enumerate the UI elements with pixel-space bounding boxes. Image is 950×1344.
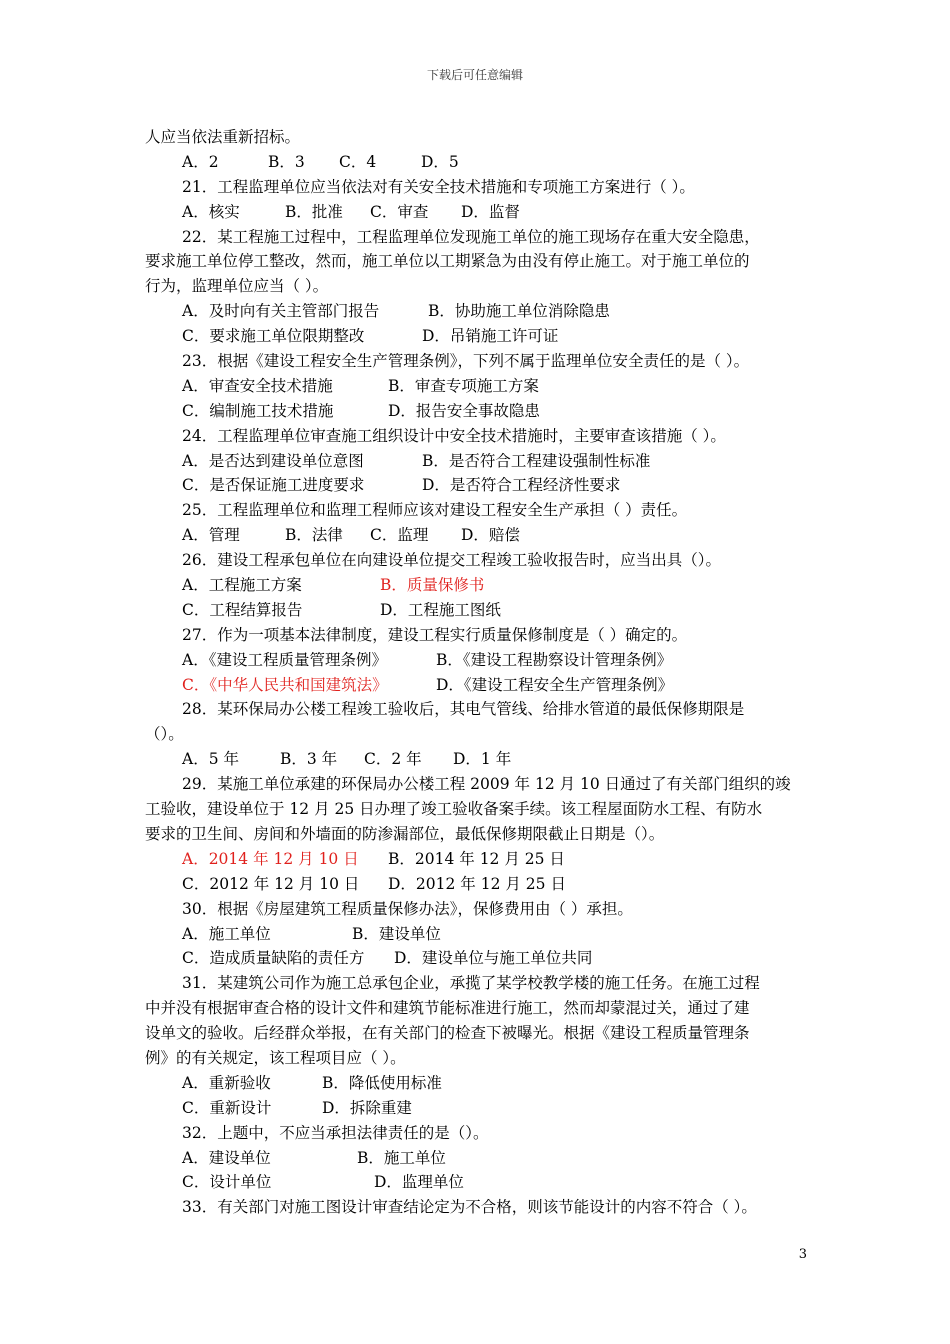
text-line: （）。 <box>145 725 184 744</box>
text-line: 22．某工程施工过程中，工程监理单位发现施工单位的施工现场存在重大安全隐患， <box>182 227 760 246</box>
answer-option: A．2014 年 12 月 10 日 <box>182 849 359 868</box>
answer-options-row <box>145 847 810 872</box>
text-line: 29．某施工单位承建的环保局办公楼工程 2009 年 12 月 10 日通过了有关部门组织的竣 <box>182 775 791 794</box>
answer-option: A．是否达到建设单位意图 <box>182 451 364 470</box>
text-line: 21．工程监理单位应当依法对有关安全技术措施和专项施工方案进行（ ）。 <box>182 177 695 196</box>
answer-option: A．审查安全技术措施 <box>182 376 333 395</box>
answer-options-row <box>145 200 810 225</box>
answer-option: D．建设单位与施工单位共同 <box>394 949 593 968</box>
answer-option: B．质量保修书 <box>380 576 485 595</box>
answer-options-row <box>145 399 810 424</box>
text-line: 工验收，建设单位于 12 月 25 日办理了竣工验收备案手续。该工程屋面防水工程、有防水 <box>145 800 763 819</box>
answer-option: D．是否符合工程经济性要求 <box>422 476 621 495</box>
answer-options-row <box>145 1146 810 1171</box>
answer-option: D．工程施工图纸 <box>380 600 501 619</box>
answer-option: B．《建设工程勘察设计管理条例》 <box>436 650 673 669</box>
answer-option: B．批准 <box>285 202 343 221</box>
answer-option: D．5 <box>421 152 459 171</box>
answer-options-row <box>145 872 810 897</box>
answer-options-row <box>145 573 810 598</box>
answer-options-row <box>145 523 810 548</box>
answer-option: A．工程施工方案 <box>182 576 302 595</box>
text-line: 28．某环保局办公楼工程竣工验收后，其电气管线、给排水管道的最低保修期限是 <box>182 700 745 719</box>
text-line: 例》的有关规定，该工程项目应（ ）。 <box>145 1048 406 1067</box>
answer-option: C．编制施工技术措施 <box>182 401 334 420</box>
answer-options-row <box>145 922 810 947</box>
answer-option: A．及时向有关主管部门报告 <box>182 302 380 321</box>
answer-option: C．审查 <box>370 202 429 221</box>
answer-option: B．协助施工单位消除隐患 <box>428 302 610 321</box>
answer-options-row <box>145 1096 810 1121</box>
text-line: 行为，监理单位应当（ ）。 <box>145 277 329 296</box>
answer-option: D．拆除重建 <box>322 1098 412 1117</box>
answer-option: C．4 <box>339 152 377 171</box>
answer-option: C．设计单位 <box>182 1173 272 1192</box>
answer-option: A．建设单位 <box>182 1148 271 1167</box>
answer-option: D．监理单位 <box>374 1173 464 1192</box>
answer-option: C．2 年 <box>364 750 422 769</box>
answer-option: D．《建设工程安全生产管理条例》 <box>436 675 674 694</box>
answer-option: B．2014 年 12 月 25 日 <box>388 849 565 868</box>
answer-options-row <box>145 324 810 349</box>
answer-option: B．是否符合工程建设强制性标准 <box>422 451 651 470</box>
text-line: 32．上题中，不应当承担法律责任的是（）。 <box>182 1123 489 1142</box>
text-line: 要求的卫生间、房间和外墙面的防渗漏部位，最低保修期限截止日期是（）。 <box>145 824 665 843</box>
text-line: 30．根据《房屋建筑工程质量保修办法》，保修费用由（ ）承担。 <box>182 899 633 918</box>
answer-option: D．监督 <box>461 202 520 221</box>
answer-option: D．2012 年 12 月 25 日 <box>388 874 566 893</box>
answer-option: A．施工单位 <box>182 924 271 943</box>
answer-options-row <box>145 673 810 698</box>
answer-option: A．管理 <box>182 526 240 545</box>
page-header: 下载后可任意编辑 <box>426 68 523 82</box>
answer-option: B．3 <box>268 152 305 171</box>
answer-option: D．吊销施工许可证 <box>422 327 559 346</box>
text-line: 33．有关部门对施工图设计审查结论定为不合格，则该节能设计的内容不符合（ ）。 <box>182 1198 757 1217</box>
answer-options-row <box>145 473 810 498</box>
answer-option: D．报告安全事故隐患 <box>388 401 540 420</box>
text-line: 26．建设工程承包单位在向建设单位提交工程竣工验收报告时，应当出具（）。 <box>182 551 721 570</box>
answer-options-row <box>145 449 810 474</box>
answer-option: C．工程结算报告 <box>182 600 303 619</box>
answer-option: B．审查专项施工方案 <box>388 376 539 395</box>
text-line: 23．根据《建设工程安全生产管理条例》，下列不属于监理单位安全责任的是（ ）。 <box>182 352 750 371</box>
answer-option: B．3 年 <box>280 750 338 769</box>
answer-option: C．《中华人民共和国建筑法》 <box>182 675 388 694</box>
answer-option: B．建设单位 <box>352 924 441 943</box>
answer-option: A．2 <box>182 152 219 171</box>
text-line: 要求施工单位停工整改，然而，施工单位以工期紧急为由没有停止施工。对于施工单位的 <box>145 252 750 271</box>
answer-option: C．监理 <box>370 526 429 545</box>
answer-option: A．5 年 <box>182 750 239 769</box>
answer-options-row <box>145 598 810 623</box>
text-line: 27．作为一项基本法律制度，建设工程实行质量保修制度是（ ）确定的。 <box>182 625 688 644</box>
answer-options-row <box>145 1071 810 1096</box>
answer-option: A．重新验收 <box>182 1073 271 1092</box>
answer-option: B．降低使用标准 <box>322 1073 442 1092</box>
answer-option: A．《建设工程质量管理条例》 <box>182 650 387 669</box>
answer-options-row <box>145 946 810 971</box>
answer-options-row <box>145 648 810 673</box>
answer-option: C．重新设计 <box>182 1098 272 1117</box>
answer-options-row <box>145 1170 810 1195</box>
answer-option: C．是否保证施工进度要求 <box>182 476 365 495</box>
answer-option: D．1 年 <box>453 750 512 769</box>
page-number: 3 <box>798 1247 807 1262</box>
answer-option: C．造成质量缺陷的责任方 <box>182 949 365 968</box>
answer-option: C．要求施工单位限期整改 <box>182 327 365 346</box>
text-line: 31．某建筑公司作为施工总承包企业，承揽了某学校教学楼的施工任务。在施工过程 <box>182 974 760 993</box>
answer-option: C．2012 年 12 月 10 日 <box>182 874 360 893</box>
text-line: 25．工程监理单位和监理工程师应该对建设工程安全生产承担（ ）责任。 <box>182 501 688 520</box>
answer-options-row <box>145 299 810 324</box>
text-line: 设单文的验收。后经群众举报，在有关部门的检查下被曝光。根据《建设工程质量管理条 <box>145 1024 750 1043</box>
answer-option: A．核实 <box>182 202 240 221</box>
answer-options-row <box>145 747 810 772</box>
answer-option: B．施工单位 <box>357 1148 446 1167</box>
text-line: 中并没有根据审查合格的设计文件和建筑节能标准进行施工，然而却蒙混过关，通过了建 <box>145 999 750 1018</box>
document-body <box>145 125 810 1220</box>
answer-option: D．赔偿 <box>461 526 520 545</box>
answer-options-row <box>145 374 810 399</box>
answer-option: B．法律 <box>285 526 343 545</box>
text-line: 24．工程监理单位审查施工组织设计中安全技术措施时，主要审查该措施（ ）。 <box>182 426 726 445</box>
text-line: 人应当依法重新招标。 <box>145 128 301 146</box>
answer-options-row <box>145 150 810 175</box>
